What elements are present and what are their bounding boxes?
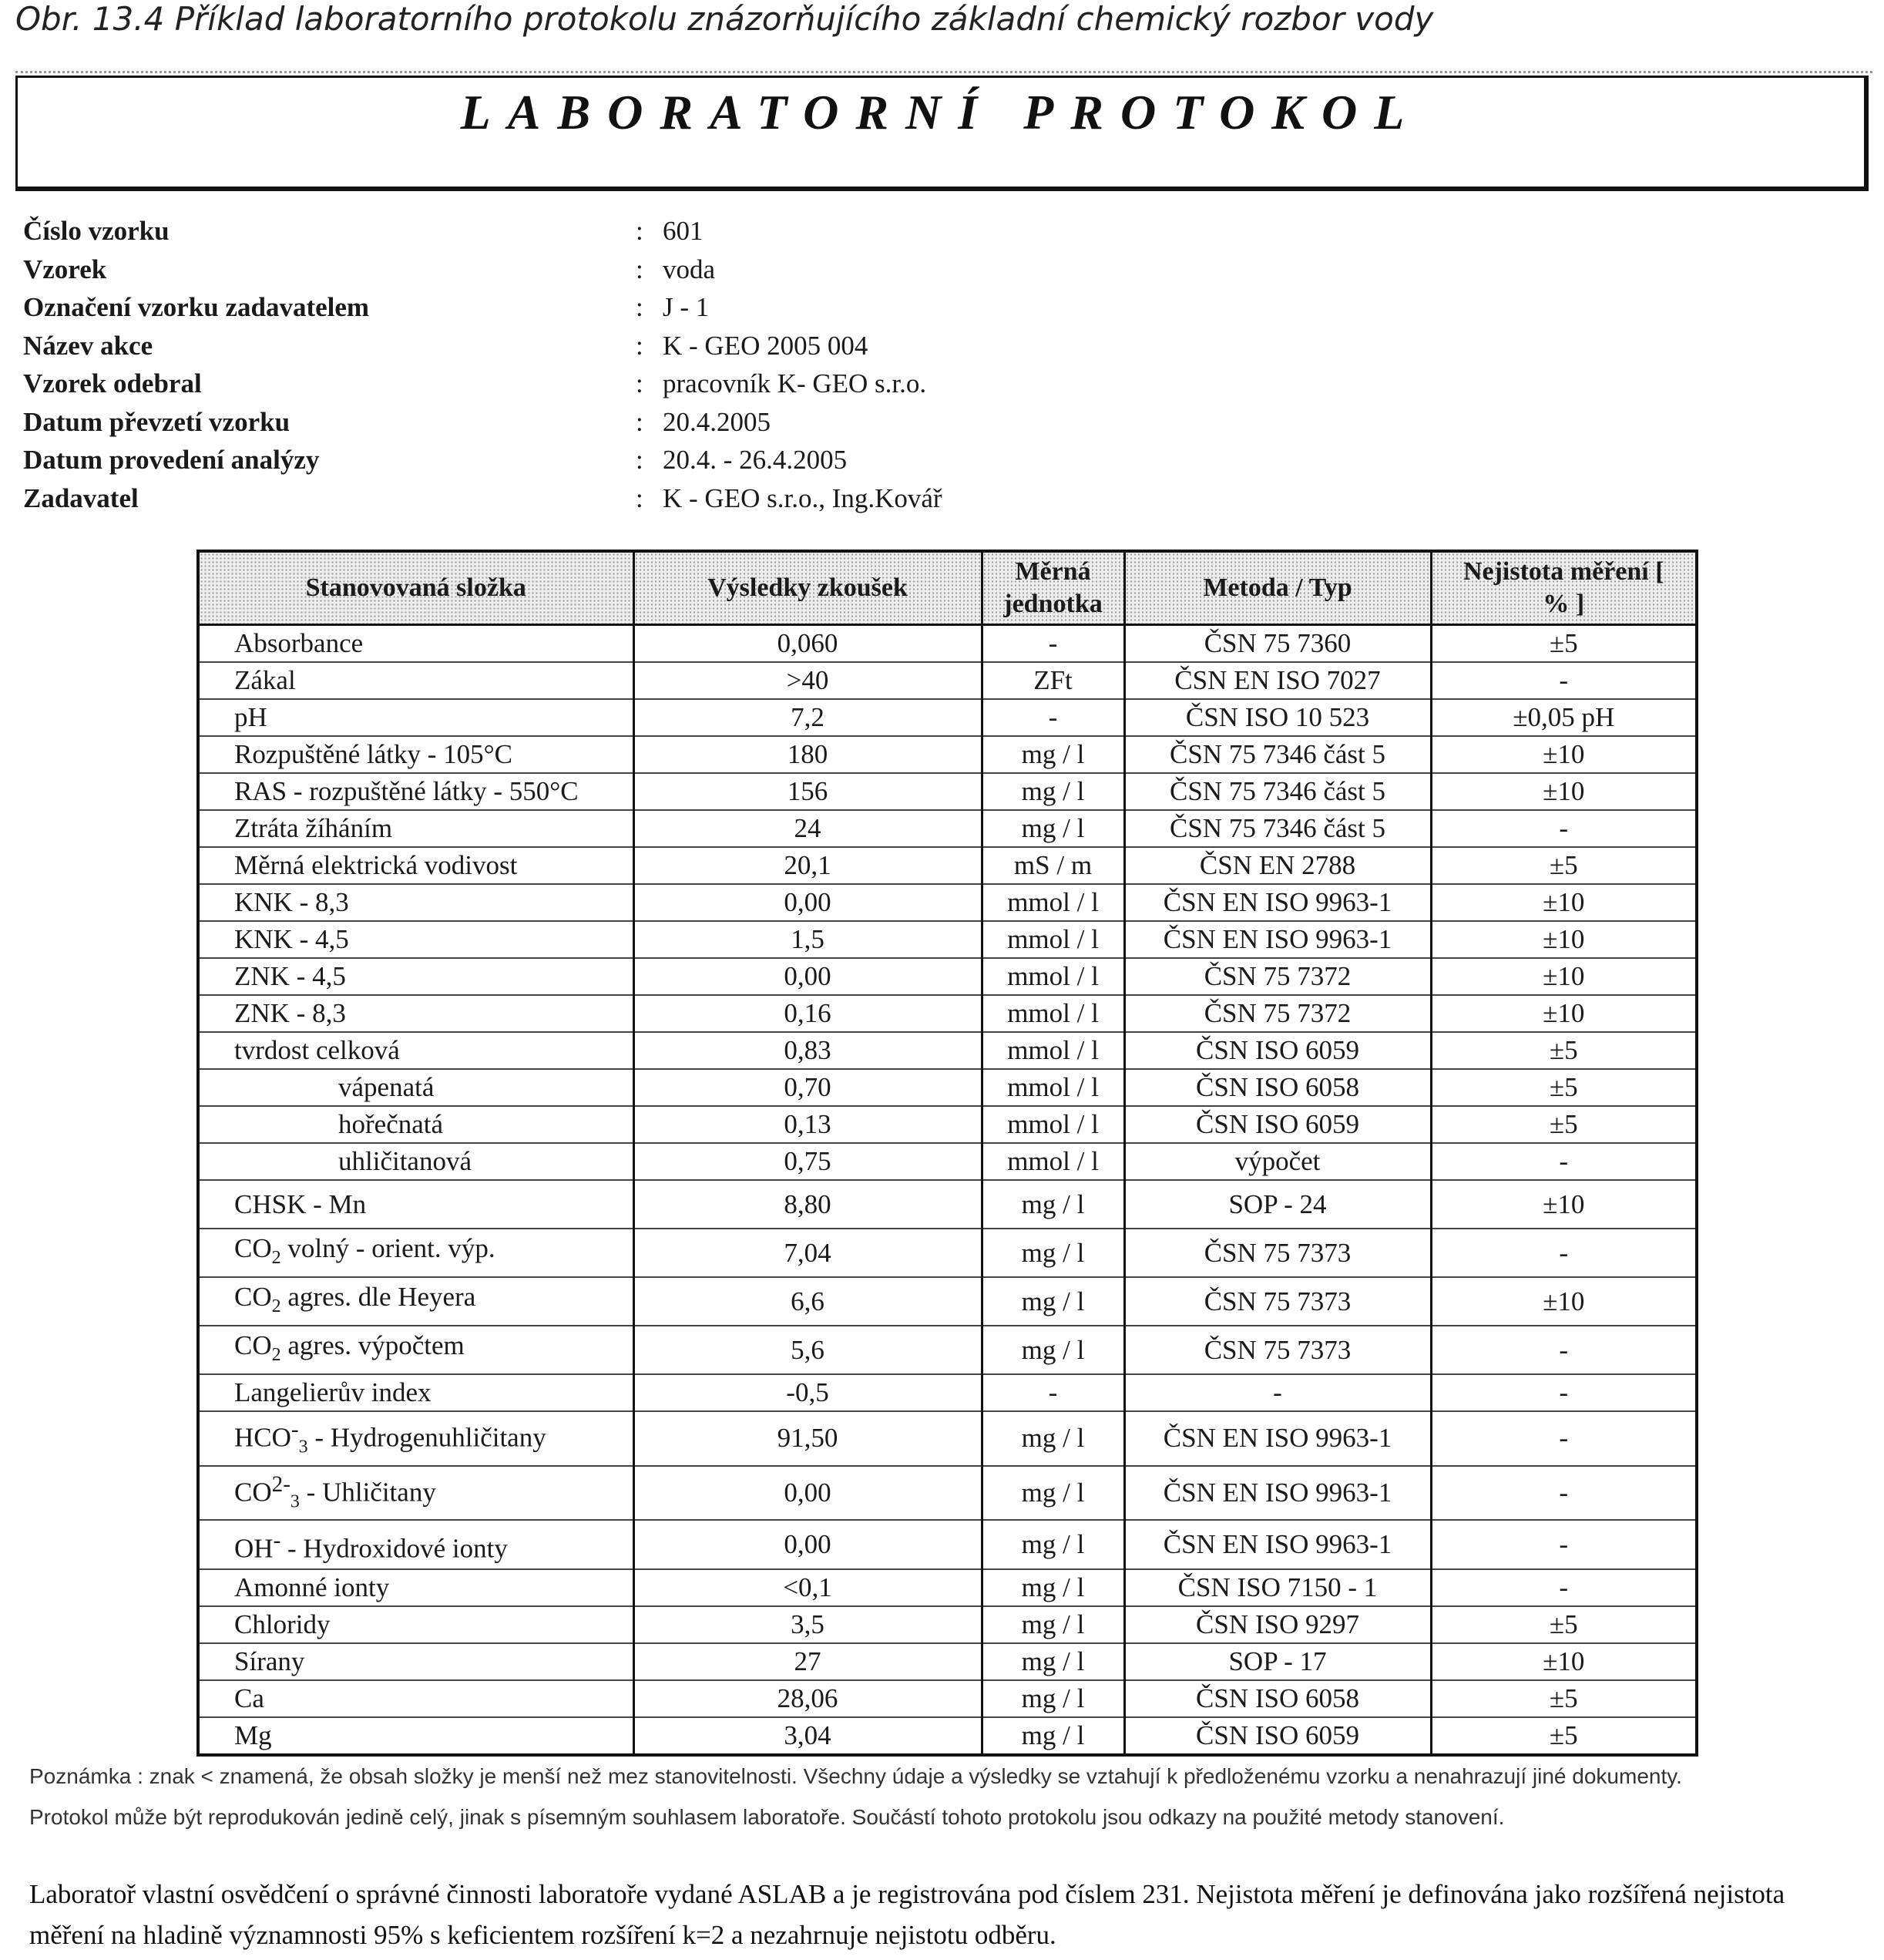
cell-method: ČSN 75 7346 část 5 [1124, 773, 1431, 810]
cell-method: ČSN 75 7360 [1124, 625, 1431, 663]
table-row [198, 1032, 1697, 1069]
note-text: Poznámka : znak < znamená, že obsah složky je menší než mez stanovitelnosti. Všechny údaje a výsledky se vztahují k předloženému vzorku a nenahrazují jiné dokumenty. Protokol může být reprodukován jedině celý, jinak s písemným souhlasem laboratoře. Součástí tohoto protokolu jsou odkazy na použité metody stanovení. [29, 1764, 1682, 1829]
cell-uncertainty: ±10 [1431, 884, 1697, 921]
cell-component: ZNK - 4,5 [198, 958, 633, 995]
meta-value: pracovník K- GEO s.r.o. [663, 368, 927, 398]
cell-unit: mmol / l [982, 921, 1124, 958]
cell-result: 0,060 [633, 625, 982, 663]
table-row [198, 773, 1697, 810]
table-row [198, 958, 1697, 995]
meta-colon: : [636, 406, 643, 437]
cell-uncertainty: - [1431, 662, 1697, 699]
header-uncertainty [1431, 551, 1697, 625]
cell-result: 3,5 [633, 1606, 982, 1643]
cell-unit: mg / l [982, 1643, 1124, 1680]
cell-component: Mg [198, 1717, 633, 1755]
cell-component: Amonné ionty [198, 1569, 633, 1606]
cell-component: uhličitanová [198, 1143, 633, 1180]
meta-value: K - GEO s.r.o., Ing.Kovář [663, 482, 942, 513]
cell-unit: mg / l [982, 1229, 1124, 1277]
cell-uncertainty: ±10 [1431, 773, 1697, 810]
table-row [198, 1466, 1697, 1521]
cell-uncertainty: ±0,05 pH [1431, 699, 1697, 736]
cell-method: - [1124, 1374, 1431, 1411]
meta-colon: : [636, 330, 643, 361]
cell-component: Langelierův index [198, 1374, 633, 1411]
formula-label: agres. dle Heyera [280, 1281, 476, 1312]
table-row [198, 1411, 1697, 1466]
cell-method: ČSN ISO 6059 [1124, 1106, 1431, 1143]
meta-label: Datum převzetí vzorku [23, 406, 290, 437]
cell-result: 0,00 [633, 884, 982, 921]
meta-value: 601 [663, 216, 704, 246]
cell-method: ČSN 75 7373 [1124, 1229, 1431, 1277]
formula-base: CO [234, 1281, 272, 1312]
meta-colon: : [636, 292, 643, 322]
figure-caption: Obr. 13.4 Příklad laboratorního protokolu znázorňujícího základní chemický rozbor vody [15, 0, 1434, 38]
cell-result: 6,6 [633, 1277, 982, 1326]
header-unit-line2: jednotka [1003, 590, 1103, 618]
cell-component: KNK - 4,5 [198, 921, 633, 958]
formula-superscript: - [273, 1528, 281, 1553]
cell-result: 3,04 [633, 1717, 982, 1755]
header-result: Výsledky zkoušek [633, 551, 982, 625]
cell-method: ČSN 75 7372 [1124, 995, 1431, 1032]
formula-subscript: 2 [271, 1344, 281, 1365]
cell-unit: mmol / l [982, 1069, 1124, 1106]
cell-unit: mmol / l [982, 884, 1124, 921]
cell-uncertainty: ±10 [1431, 1643, 1697, 1680]
cell-result: 7,04 [633, 1229, 982, 1277]
table-row [198, 1643, 1697, 1680]
cell-method: SOP - 24 [1124, 1180, 1431, 1229]
cell-result: 8,80 [633, 1180, 982, 1229]
meta-value: voda [663, 254, 716, 284]
cell-unit: mg / l [982, 1466, 1124, 1521]
cell-uncertainty: - [1431, 1374, 1697, 1411]
cell-unit: - [982, 1374, 1124, 1411]
formula-label: - Uhličitany [299, 1477, 436, 1508]
meta-colon: : [636, 482, 643, 513]
cell-component [198, 1411, 633, 1466]
table-row [198, 1143, 1697, 1180]
cell-result: 1,5 [633, 921, 982, 958]
cell-component [198, 1326, 633, 1374]
cell-uncertainty: ±5 [1431, 1606, 1697, 1643]
cell-unit: mg / l [982, 1717, 1124, 1755]
meta-label: Vzorek odebral [23, 368, 202, 398]
cell-uncertainty: ±5 [1431, 1032, 1697, 1069]
table-header-row [198, 551, 1697, 625]
cell-method: ČSN 75 7373 [1124, 1326, 1431, 1374]
formula-label: volný - orient. výp. [280, 1232, 495, 1263]
cell-uncertainty: ±5 [1431, 625, 1697, 663]
cell-method: výpočet [1124, 1143, 1431, 1180]
meta-row [23, 368, 1102, 407]
table-row [198, 847, 1697, 884]
cell-method: ČSN ISO 10 523 [1124, 699, 1431, 736]
cell-method: ČSN 75 7372 [1124, 958, 1431, 995]
cell-component: hořečnatá [198, 1106, 633, 1143]
cell-result: 20,1 [633, 847, 982, 884]
table-row [198, 995, 1697, 1032]
cell-unit: mg / l [982, 1180, 1124, 1229]
meta-row [23, 407, 1102, 445]
cell-uncertainty: - [1431, 1411, 1697, 1466]
header-unit [982, 551, 1124, 625]
header-component: Stanovovaná složka [198, 551, 633, 625]
cell-component [198, 1466, 633, 1521]
cell-component: Sírany [198, 1643, 633, 1680]
table-row [198, 1606, 1697, 1643]
meta-label: Datum provedení analýzy [23, 445, 320, 475]
cell-method: ČSN ISO 9297 [1124, 1606, 1431, 1643]
cell-unit: mg / l [982, 1606, 1124, 1643]
table-row [198, 625, 1697, 663]
formula-subscript: 2 [271, 1247, 281, 1268]
meta-row [23, 216, 1102, 254]
formula-base: CO [234, 1477, 272, 1508]
meta-row [23, 445, 1102, 483]
cell-method: ČSN ISO 6059 [1124, 1032, 1431, 1069]
results-table [196, 550, 1698, 1757]
cell-unit: mg / l [982, 1569, 1124, 1606]
cell-unit: mg / l [982, 1277, 1124, 1326]
table-row [198, 921, 1697, 958]
cell-unit: mg / l [982, 1326, 1124, 1374]
table-row [198, 1680, 1697, 1717]
cell-component: Chloridy [198, 1606, 633, 1643]
header-method: Metoda / Typ [1124, 551, 1431, 625]
meta-value: J - 1 [663, 292, 710, 322]
cell-unit: mg / l [982, 1411, 1124, 1466]
formula-base: CO [234, 1232, 272, 1263]
cell-result: <0,1 [633, 1569, 982, 1606]
cell-method: ČSN EN ISO 9963-1 [1124, 1466, 1431, 1521]
cell-result: 0,75 [633, 1143, 982, 1180]
cell-unit: mmol / l [982, 1143, 1124, 1180]
cell-component: Ca [198, 1680, 633, 1717]
meta-row [23, 254, 1102, 293]
formula-subscript: 3 [290, 1491, 300, 1512]
cell-component: Ztráta žíháním [198, 810, 633, 847]
cell-result: 0,83 [633, 1032, 982, 1069]
table-row [198, 1569, 1697, 1606]
cell-component: Absorbance [198, 625, 633, 663]
cell-result: 24 [633, 810, 982, 847]
dotted-divider [15, 71, 1872, 73]
table-row [198, 1520, 1697, 1569]
meta-label: Zadavatel [23, 482, 139, 513]
cell-component [198, 1229, 633, 1277]
table-row [198, 1374, 1697, 1411]
accreditation-statement: Laboratoř vlastní osvědčení o správné činnosti laboratoře vydané ASLAB a je registrována pod číslem 231. Nejistota měření je definována jako rozšířená nejistota měření na hladině významnosti 95% s keficientem rozšíření k=2 a nezahrnuje nejistotu odběru. [29, 1879, 1785, 1950]
cell-result: 28,06 [633, 1680, 982, 1717]
header-unit-line1: Měrná [1015, 556, 1091, 586]
cell-result: 0,00 [633, 1466, 982, 1521]
cell-component: RAS - rozpuštěné látky - 550°C [198, 773, 633, 810]
cell-uncertainty: ±10 [1431, 921, 1697, 958]
meta-value: 20.4.2005 [663, 406, 771, 437]
cell-method: SOP - 17 [1124, 1643, 1431, 1680]
table-row [198, 1277, 1697, 1326]
cell-unit: mg / l [982, 1680, 1124, 1717]
cell-uncertainty: ±10 [1431, 995, 1697, 1032]
meta-colon: : [636, 368, 643, 398]
formula-subscript: 2 [271, 1296, 281, 1316]
header-uncertainty-line2: % ] [1543, 590, 1585, 618]
table-row [198, 1180, 1697, 1229]
meta-label: Vzorek [23, 254, 107, 284]
cell-unit: mg / l [982, 773, 1124, 810]
cell-method: ČSN 75 7346 část 5 [1124, 810, 1431, 847]
formula-label: - Hydroxidové ionty [280, 1533, 508, 1564]
cell-unit: mmol / l [982, 1032, 1124, 1069]
cell-method: ČSN EN ISO 9963-1 [1124, 1520, 1431, 1569]
formula-label: - Hydrogenuhličitany [307, 1422, 546, 1453]
meta-value: 20.4. - 26.4.2005 [663, 445, 848, 475]
meta-label: Název akce [23, 330, 153, 361]
cell-unit: mmol / l [982, 995, 1124, 1032]
cell-component: tvrdost celková [198, 1032, 633, 1069]
meta-row [23, 292, 1102, 331]
cell-uncertainty: ±5 [1431, 1106, 1697, 1143]
table-row [198, 662, 1697, 699]
formula-subscript: 3 [298, 1437, 308, 1457]
cell-uncertainty: - [1431, 1520, 1697, 1569]
cell-unit: mg / l [982, 810, 1124, 847]
cell-uncertainty: ±10 [1431, 1180, 1697, 1229]
cell-result: 27 [633, 1643, 982, 1680]
cell-method: ČSN EN ISO 7027 [1124, 662, 1431, 699]
table-row [198, 1717, 1697, 1755]
cell-result: -0,5 [633, 1374, 982, 1411]
cell-unit: - [982, 699, 1124, 736]
table-row [198, 810, 1697, 847]
meta-row [23, 331, 1102, 369]
cell-uncertainty: ±5 [1431, 1717, 1697, 1755]
formula-base: CO [234, 1330, 272, 1360]
cell-unit: - [982, 625, 1124, 663]
meta-colon: : [636, 445, 643, 475]
cell-component: KNK - 8,3 [198, 884, 633, 921]
cell-unit: mg / l [982, 736, 1124, 773]
cell-uncertainty: ±10 [1431, 958, 1697, 995]
meta-row [23, 483, 1102, 522]
meta-colon: : [636, 216, 643, 246]
formula-superscript: 2- [271, 1471, 290, 1497]
cell-method: ČSN 75 7346 část 5 [1124, 736, 1431, 773]
cell-unit: ZFt [982, 662, 1124, 699]
cell-result: 180 [633, 736, 982, 773]
table-row [198, 1229, 1697, 1277]
cell-uncertainty: ±5 [1431, 1680, 1697, 1717]
cell-unit: mg / l [982, 1520, 1124, 1569]
meta-colon: : [636, 254, 643, 284]
cell-method: ČSN ISO 7150 - 1 [1124, 1569, 1431, 1606]
formula-label: agres. výpočtem [280, 1330, 465, 1360]
sample-info [23, 216, 1102, 521]
cell-result: 0,16 [633, 995, 982, 1032]
table-row [198, 1069, 1697, 1106]
cell-result: 0,13 [633, 1106, 982, 1143]
cell-component: Zákal [198, 662, 633, 699]
table-row [198, 884, 1697, 921]
cell-uncertainty: - [1431, 1326, 1697, 1374]
cell-result: 5,6 [633, 1326, 982, 1374]
cell-component [198, 1520, 633, 1569]
formula-base: OH [234, 1533, 274, 1564]
title-box [15, 76, 1869, 191]
cell-uncertainty: ±10 [1431, 736, 1697, 773]
cell-result: 7,2 [633, 699, 982, 736]
cell-uncertainty: - [1431, 1569, 1697, 1606]
meta-label: Číslo vzorku [23, 216, 170, 246]
table-row [198, 699, 1697, 736]
cell-component: Rozpuštěné látky - 105°C [198, 736, 633, 773]
header-uncertainty-line1: Nejistota měření [ [1463, 556, 1664, 586]
cell-component: pH [198, 699, 633, 736]
cell-method: ČSN EN ISO 9963-1 [1124, 921, 1431, 958]
formula-superscript: - [290, 1417, 299, 1442]
cell-component: vápenatá [198, 1069, 633, 1106]
cell-uncertainty: ±10 [1431, 1277, 1697, 1326]
cell-uncertainty: - [1431, 810, 1697, 847]
meta-value: K - GEO 2005 004 [663, 330, 868, 361]
cell-result: 0,70 [633, 1069, 982, 1106]
cell-unit: mmol / l [982, 1106, 1124, 1143]
table-row [198, 1106, 1697, 1143]
meta-label: Označení vzorku zadavatelem [23, 292, 370, 322]
cell-uncertainty: - [1431, 1466, 1697, 1521]
formula-base: HCO [234, 1422, 291, 1453]
cell-uncertainty: - [1431, 1143, 1697, 1180]
table-row [198, 1326, 1697, 1374]
cell-component: Měrná elektrická vodivost [198, 847, 633, 884]
cell-method: ČSN ISO 6059 [1124, 1717, 1431, 1755]
cell-unit: mS / m [982, 847, 1124, 884]
cell-component [198, 1277, 633, 1326]
cell-uncertainty: ±5 [1431, 1069, 1697, 1106]
cell-component: ZNK - 8,3 [198, 995, 633, 1032]
cell-unit: mmol / l [982, 958, 1124, 995]
cell-method: ČSN 75 7373 [1124, 1277, 1431, 1326]
cell-method: ČSN EN ISO 9963-1 [1124, 1411, 1431, 1466]
cell-method: ČSN EN 2788 [1124, 847, 1431, 884]
cell-result: 0,00 [633, 1520, 982, 1569]
cell-result: 0,00 [633, 958, 982, 995]
table-row [198, 736, 1697, 773]
cell-result: 156 [633, 773, 982, 810]
protocol-title: LABORATORNÍ PROTOKOL [460, 85, 1422, 140]
cell-uncertainty: ±5 [1431, 847, 1697, 884]
cell-method: ČSN ISO 6058 [1124, 1680, 1431, 1717]
cell-result: >40 [633, 662, 982, 699]
cell-component: CHSK - Mn [198, 1180, 633, 1229]
cell-method: ČSN ISO 6058 [1124, 1069, 1431, 1106]
cell-method: ČSN EN ISO 9963-1 [1124, 884, 1431, 921]
cell-uncertainty: - [1431, 1229, 1697, 1277]
cell-result: 91,50 [633, 1411, 982, 1466]
